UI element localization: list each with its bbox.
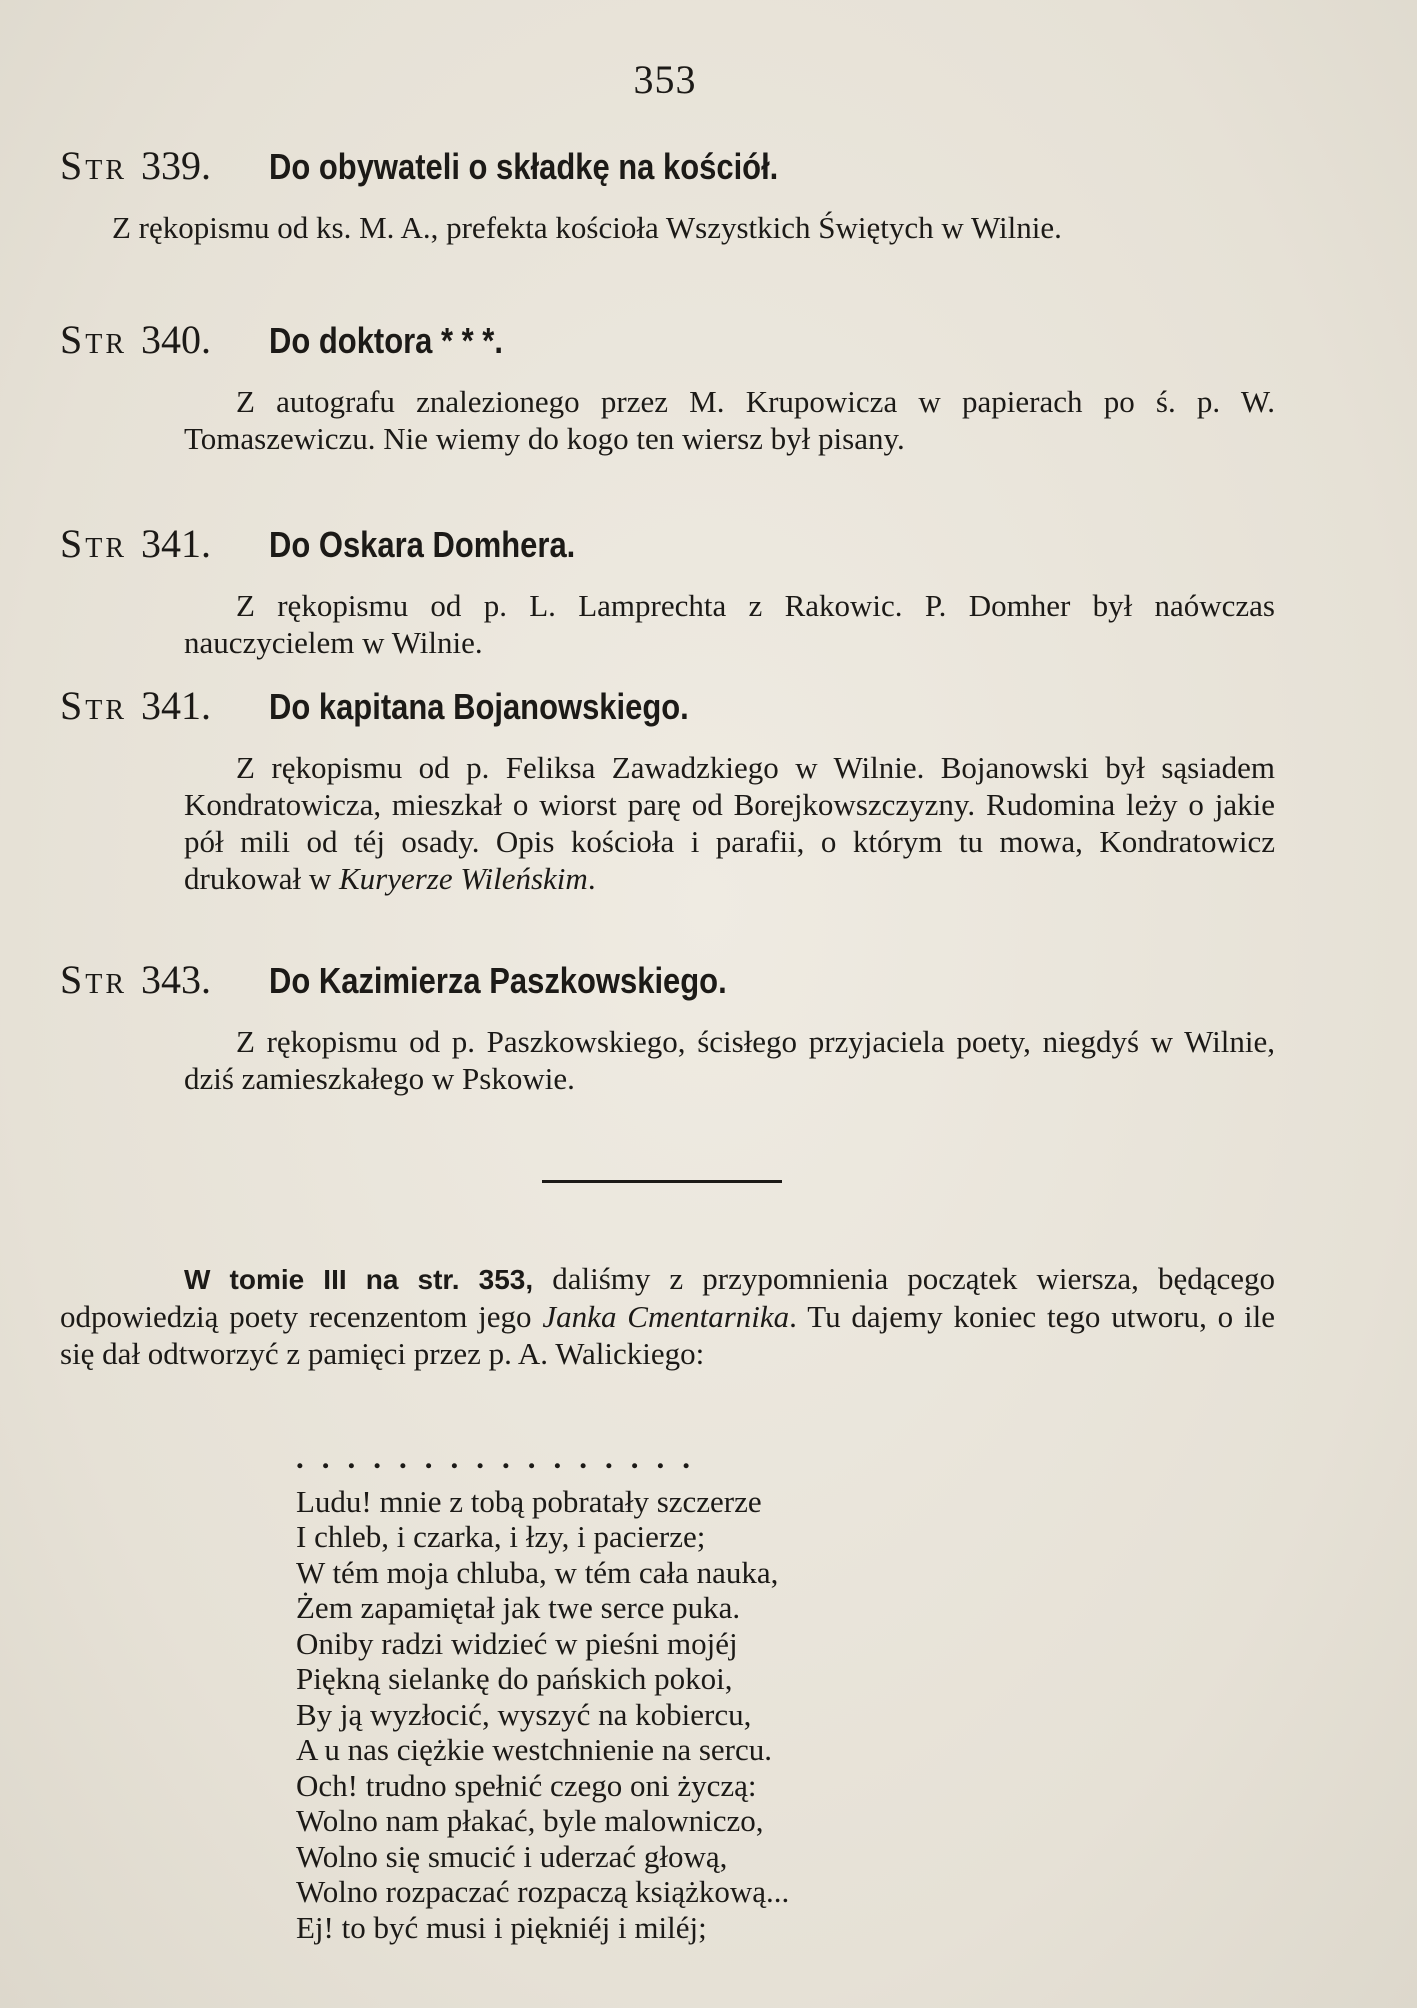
entry-body-text: Z rękopismu od p. Feliksa Zawadzkiego w Wilnie. Bojanowski był sąsiadem Kondratowicza, mieszkał o wiorst parę od Borejkowszczyzny. Rudomina leży o jakie pół mili od téj osady. Opis kościoła i parafii, o którym tu mowa, Kondratowicz drukował w bbox=[184, 750, 1275, 896]
entry-heading bbox=[60, 316, 1275, 365]
str-number: 340. bbox=[141, 317, 212, 362]
poem-line: Och! trudno spełnić czego oni życzą: bbox=[296, 1767, 757, 1803]
poem-line: Wolno się smucić i uderzać głową, bbox=[296, 1838, 728, 1874]
str-number: 343. bbox=[141, 957, 212, 1002]
entry-body: Z rękopismu od p. Paszkowskiego, ścisłego przyjaciela poety, niegdyś w Wilnie, dziś zamieszkałego w Pskowie. bbox=[184, 1024, 1275, 1096]
poem-line: A u nas ciężkie westchnienie na sercu. bbox=[296, 1732, 773, 1767]
poem bbox=[296, 1440, 1196, 1945]
poem-line: W tém moja chluba, w tém cała nauka, bbox=[296, 1554, 779, 1590]
str-label: Str bbox=[60, 957, 128, 1002]
str-label: Str bbox=[60, 521, 128, 566]
note-text: daliśmy z przypomnienia początek wiersza, będącego odpowiedzią poety recenzentom jego bbox=[60, 1261, 1275, 1334]
entry-body-end: . bbox=[587, 861, 596, 896]
poem-line: I chleb, i czarka, i łzy, i pacierze; bbox=[296, 1519, 706, 1554]
poem-line: Oniby radzi widzieć w pieśni mojéj bbox=[296, 1625, 738, 1661]
entry-339 bbox=[60, 142, 1275, 246]
entry-body: Z rękopismu od p. L. Lamprechta z Rakowic. P. Domher był naówczas nauczycielem w Wilnie. bbox=[184, 588, 1275, 660]
entry-title: Do Kazimierza Paszkowskiego. bbox=[269, 960, 727, 1001]
poem-line: Ludu! mnie z tobą pobratały szczerze bbox=[296, 1483, 762, 1519]
entry-341-bojanowski bbox=[60, 682, 1275, 897]
poem-line: Ej! to być musi i piękniéj i miléj; bbox=[296, 1909, 707, 1945]
entry-heading bbox=[60, 520, 1275, 569]
entry-heading bbox=[60, 682, 1275, 731]
str-label: Str bbox=[60, 683, 128, 728]
page-number: 353 bbox=[633, 57, 697, 102]
entry-title: Do obywateli o składkę na kościół. bbox=[269, 146, 779, 187]
entry-heading bbox=[60, 956, 1275, 1005]
poem-line: Piękną sielankę do pańskich pokoi, bbox=[296, 1661, 733, 1696]
str-number: 341. bbox=[141, 683, 212, 728]
str-label: Str bbox=[60, 317, 128, 362]
entry-title: Do kapitana Bojanowskiego. bbox=[269, 686, 689, 727]
entry-heading bbox=[60, 142, 1275, 191]
poem-ellipsis: ................ bbox=[296, 1440, 708, 1475]
entry-body bbox=[60, 749, 1275, 897]
note-lead: W tomie III na str. 353, bbox=[184, 1264, 534, 1295]
poem-line: Wolno rozpaczać rozpaczą książkową... bbox=[296, 1874, 790, 1909]
entry-body: Z rękopismu od ks. M. A., prefekta kościoła Wszystkich Świętych w Wilnie. bbox=[112, 210, 1062, 245]
poem-line: By ją wyzłocić, wyszyć na kobiercu, bbox=[296, 1696, 752, 1732]
section-divider bbox=[542, 1180, 782, 1183]
entry-343 bbox=[60, 956, 1275, 1097]
entry-title: Do doktora * * *. bbox=[269, 320, 503, 361]
entry-body-italic: Kuryerze Wileńskim bbox=[338, 861, 588, 896]
note-text-end: . Tu dajemy koniec tego utworu, o ile się dał odtworzyć z pamięci przez p. A. Walickiego: bbox=[60, 1299, 1276, 1371]
str-number: 339. bbox=[141, 143, 212, 188]
str-number: 341. bbox=[141, 521, 212, 566]
note-paragraph bbox=[60, 1260, 1275, 1372]
poem-line: Wolno nam płakać, byle malowniczo, bbox=[296, 1803, 764, 1838]
entry-body: Z autografu znalezionego przez M. Krupowicza w papierach po ś. p. W. Tomaszewiczu. Nie wiemy do kogo ten wiersz był pisany. bbox=[184, 384, 1275, 456]
entry-340 bbox=[60, 316, 1275, 457]
str-label: Str bbox=[60, 143, 128, 188]
poem-line: Żem zapamiętał jak twe serce puka. bbox=[296, 1590, 741, 1625]
note-italic-title: Janka Cmentarnika bbox=[542, 1299, 790, 1334]
entry-341-domher bbox=[60, 520, 1275, 661]
entry-title: Do Oskara Domhera. bbox=[269, 524, 576, 565]
